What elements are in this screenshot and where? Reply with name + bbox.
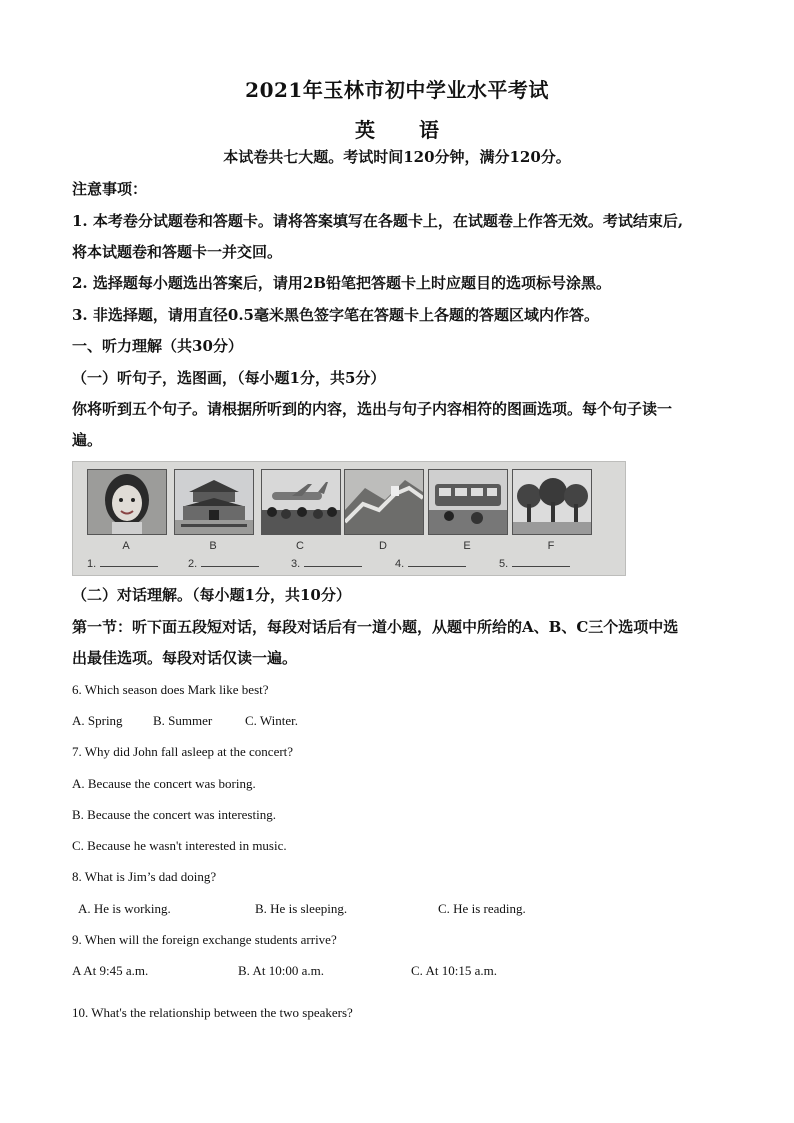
- question-8: 8. What is Jim’s dad doing?: [72, 869, 217, 884]
- picture-a: [87, 469, 167, 535]
- part-2-instruction-line-2: 出最佳选项。每段对话仅读一遍。: [72, 649, 298, 667]
- picture-e: [428, 469, 508, 535]
- q8-option-a[interactable]: A. He is working.: [78, 901, 171, 916]
- part-1-instruction-line-1: 你将听到五个句子。请根据所听到的内容，选出与句子内容相符的图画选项。每个句子读一: [72, 400, 673, 418]
- note-item-3: 3. 非选择题，请用直径0.5毫米黑色签字笔在答题卡上各题的答题区域内作答。: [72, 306, 599, 324]
- blank-number-3: 3.: [291, 558, 301, 570]
- exam-title: 2021年玉林市初中学业水平考试: [245, 78, 549, 102]
- airplane-crowd-icon: [262, 470, 340, 534]
- blank-number-4: 4.: [395, 558, 405, 570]
- note-item-2: 2. 选择题每小题选出答案后，请用2B铅笔把答题卡上时应题目的选项标号涂黑。: [72, 274, 612, 292]
- q9-option-c[interactable]: C. At 10:15 a.m.: [411, 963, 497, 978]
- part-1-instruction-line-2: 遍。: [72, 431, 103, 449]
- tiananmen-icon: [175, 470, 253, 534]
- question-7: 7. Why did John fall asleep at the concert?: [72, 744, 294, 759]
- answer-blank-1[interactable]: [87, 556, 158, 570]
- q8-option-c[interactable]: C. He is reading.: [438, 901, 526, 916]
- question-6: 6. Which season does Mark like best?: [72, 682, 269, 697]
- picture-label-c: C: [296, 540, 304, 552]
- picture-label-b: B: [209, 540, 217, 552]
- answer-blank-2[interactable]: [188, 556, 259, 570]
- q9-option-b[interactable]: B. At 10:00 a.m.: [238, 963, 324, 978]
- q6-option-a[interactable]: A. Spring: [72, 713, 123, 728]
- note-item-1-line-2: 将本试题卷和答题卡一并交回。: [72, 243, 283, 261]
- q7-option-b[interactable]: B. Because the concert was interesting.: [72, 807, 276, 822]
- picture-label-f: F: [547, 540, 555, 552]
- picture-label-a: A: [122, 540, 130, 552]
- picture-b: [174, 469, 254, 535]
- girl-portrait-icon: [88, 470, 166, 534]
- picture-d: [344, 469, 424, 535]
- answer-blank-4[interactable]: [395, 556, 466, 570]
- note-item-1-line-1: 1. 本考卷分试题卷和答题卡。请将答案填写在各题卡上，在试题卷上作答无效。考试结束后,: [72, 212, 684, 230]
- answer-blank-3[interactable]: [291, 556, 362, 570]
- q6-option-b[interactable]: B. Summer: [153, 713, 213, 728]
- question-9: 9. When will the foreign exchange students arrive?: [72, 932, 337, 947]
- picture-label-d: D: [379, 540, 387, 552]
- exam-info: 本试卷共七大题。考试时间120分钟，满分120分。: [223, 148, 571, 166]
- picture-strip: [72, 461, 626, 576]
- q9-option-a[interactable]: A At 9:45 a.m.: [72, 963, 149, 978]
- bus-station-icon: [429, 470, 507, 534]
- answer-blank-5[interactable]: [499, 556, 570, 570]
- part-2-heading: （二）对话理解。（每小题1分，共10分）: [72, 586, 351, 604]
- great-wall-icon: [345, 470, 423, 534]
- q8-option-b[interactable]: B. He is sleeping.: [255, 901, 348, 916]
- blank-number-2: 2.: [188, 558, 198, 570]
- notes-heading: 注意事项：: [72, 180, 148, 198]
- subject-char-2: 语: [419, 118, 439, 142]
- picture-f: [512, 469, 592, 535]
- question-10: 10. What's the relationship between the two speakers?: [72, 1005, 353, 1020]
- subject-char-1: 英: [355, 118, 375, 142]
- picture-c: [261, 469, 341, 535]
- part-2-instruction-line-1: 第一节：听下面五段短对话，每段对话后有一道小题，从题中所给的A、B、C三个选项中选: [72, 618, 679, 636]
- blank-number-1: 1.: [87, 558, 97, 570]
- q6-option-c[interactable]: C. Winter.: [245, 713, 299, 728]
- trees-icon: [513, 470, 591, 534]
- picture-label-e: E: [463, 540, 471, 552]
- q7-option-a[interactable]: A. Because the concert was boring.: [72, 776, 256, 791]
- blank-number-5: 5.: [499, 558, 509, 570]
- section-1-heading: 一、听力理解（共30分）: [72, 337, 243, 355]
- part-1-heading: （一）听句子，选图画，（每小题1分，共5分）: [72, 369, 386, 387]
- q7-option-c[interactable]: C. Because he wasn't interested in music.: [72, 838, 287, 853]
- subject-title: [0, 114, 794, 143]
